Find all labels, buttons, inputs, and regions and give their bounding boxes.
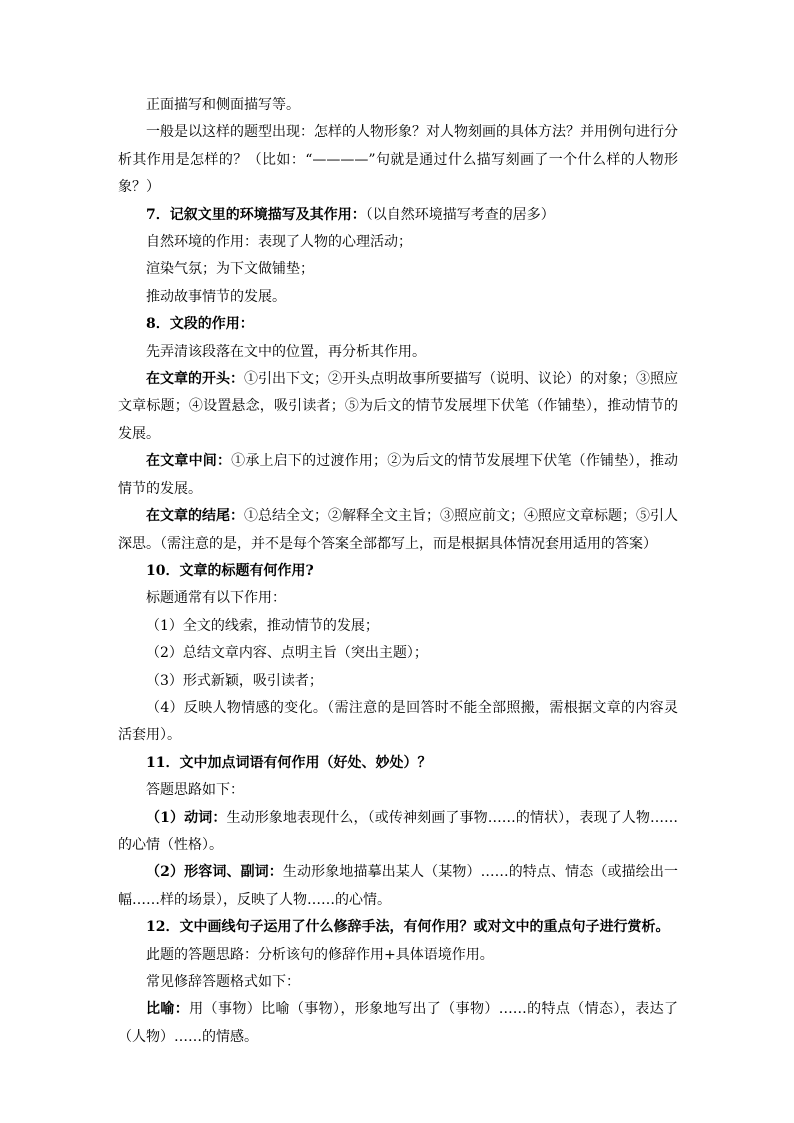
paragraph: 推动故事情节的发展。	[146, 288, 286, 305]
bold-label: 在文章的结尾：	[146, 508, 244, 525]
section-heading-10: 10．文章的标题有何作用?	[146, 562, 314, 579]
section-heading-8: 8．文段的作用：	[146, 316, 254, 333]
paragraph	[118, 366, 678, 448]
paragraph	[118, 996, 678, 1051]
document-page	[118, 92, 678, 1051]
section-heading-11: 11．文中加点词语有何作用（好处、妙处）？	[146, 754, 432, 771]
bold-label: 比喻：	[146, 1001, 190, 1018]
paragraph-text: 生动形象地表现什么，（或传神刻画了事物……的情状），表现了人物……的心情（性格）。	[118, 809, 678, 853]
bold-label: （1）动词：	[146, 809, 227, 826]
list-item: （1）全文的线索，推动情节的发展；	[146, 617, 379, 634]
paragraph: 标题通常有以下作用：	[146, 590, 286, 607]
paragraph	[118, 503, 678, 558]
bold-label: 在文章中间：	[146, 453, 232, 470]
list-item: （3）形式新颖，吸引读者；	[146, 672, 323, 689]
paragraph-text: ①总结全文；②解释全文主旨；③照应前文；④照应文章标题；⑤引人深思。（需注意的是，并不是每个答案全部都写上，而是根据具体情况套用适用的答案）	[118, 508, 678, 552]
list-item: （4）反映人物情感的变化。（需注意的是回答时不能全部照搬，需根据文章的内容灵活套用）。	[118, 699, 678, 744]
paragraph: 渲染气氛；为下文做铺垫；	[146, 261, 314, 278]
paragraph-text: 用（事物）比喻（事物），形象地写出了（事物）……的特点（情态），表达了（人物）……的情感。	[118, 1001, 679, 1045]
paragraph: 答题思路如下：	[146, 782, 244, 799]
paragraph	[118, 805, 678, 860]
paragraph: 常见修辞答题格式如下：	[146, 974, 300, 990]
paragraph: 此题的答题思路：分析该句的修辞作用+具体语境作用。	[146, 946, 494, 963]
paragraph-text: ①引出下文；②开头点明故事所要描写（说明、议论）的对象；③照应文章标题；④设置悬念，吸引读者；⑤为后文的情节发展埋下伏笔（作铺垫），推动情节的发展。	[118, 371, 678, 442]
paragraph-text: ①承上启下的过渡作用；②为后文的情节发展埋下伏笔（作铺垫），推动情节的发展。	[118, 453, 679, 497]
heading-text: 7．记叙文里的环境描写及其作用：	[146, 206, 366, 223]
list-item: （2）总结文章内容、点明主旨（突出主题）；	[146, 645, 428, 662]
paragraph	[118, 448, 678, 503]
section-heading-12: 12．文中画线句子运用了什么修辞手法，有何作用？或对文中的重点句子进行赏析。	[146, 919, 670, 936]
bold-label: 在文章的开头：	[146, 371, 244, 388]
paragraph: 先弄清该段落在文中的位置，再分析其作用。	[146, 343, 426, 360]
bold-label: （2）形容词、副词：	[146, 864, 283, 881]
paragraph	[118, 859, 678, 914]
section-heading-7	[118, 202, 678, 229]
paragraph: 正面描写和侧面描写等。	[146, 97, 300, 113]
paragraph-text: 生动形象地描摹出某人（某物）……的特点、情态（或描绘出一幅……样的场景），反映了人物……的心情。	[118, 864, 678, 908]
paragraph: 一般是以这样的题型出现：怎样的人物形象？对人物刻画的具体方法？并用例句进行分析其作用是怎样的？（比如：“————”句就是通过什么描写刻画了一个什么样的人物形象？）	[118, 124, 678, 196]
paragraph: 自然环境的作用：表现了人物的心理活动；	[146, 234, 412, 251]
heading-note: （以自然环境描写考查的居多）	[365, 206, 555, 223]
